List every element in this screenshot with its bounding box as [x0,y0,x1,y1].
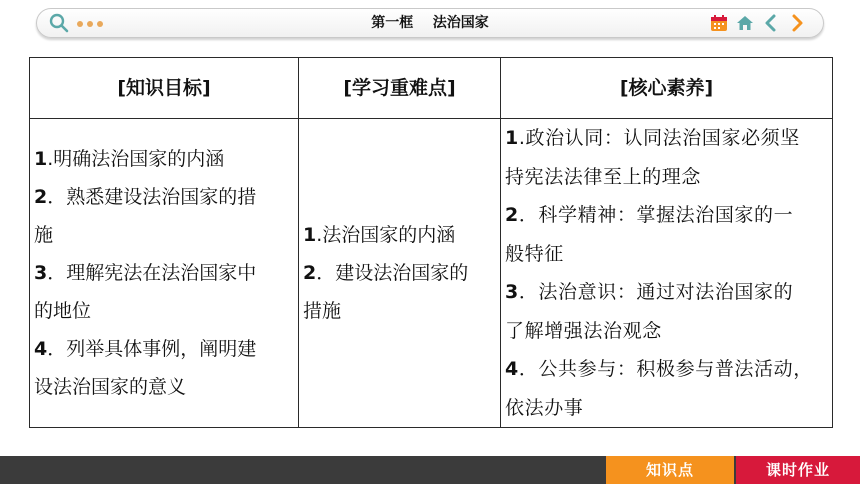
forward-arrow-icon[interactable] [787,13,807,33]
list-item-continued: 的地位 [34,300,92,322]
core-literacy-cell [501,119,833,428]
list-item-continued: 持宪法法律至上的理念 [505,165,702,188]
header-core-literacy: [核心素养] [501,58,833,119]
list-item-continued: 设法治国家的意义 [34,376,187,398]
list-item-continued: 措施 [303,300,342,322]
objectives-table [29,57,833,428]
list-item-continued: 了解增强法治观念 [505,319,662,342]
header-key-points: [学习重难点] [299,58,501,119]
knowledge-goals-cell [30,119,299,428]
list-item-continued: 施 [34,224,54,246]
bottom-nav-bar [0,456,860,484]
list-item: 3．理解宪法在法治国家中 [34,262,257,284]
list-item: 2．科学精神：掌握法治国家的一 [505,204,794,226]
page-title: 第一框 法治国家 [371,15,489,31]
back-arrow-icon[interactable] [761,13,781,33]
calendar-icon[interactable] [709,13,729,33]
list-item: 4．公共参与：积极参与普法活动， [505,358,813,380]
table-header-row [30,58,833,119]
header-knowledge-goals: [知识目标] [30,58,299,119]
top-nav-bar [36,8,824,38]
home-icon[interactable] [735,13,755,33]
table-row [30,119,833,428]
list-item: 3．法治意识：通过对法治国家的 [505,281,794,303]
knowledge-points-button[interactable]: 知识点 [606,456,734,484]
list-item: 1.明确法治国家的内涵 [34,148,225,170]
list-item: 1.政治认同：认同法治国家必须坚 [505,127,800,149]
list-item-continued: 般特征 [505,242,564,265]
list-item: 1.法治国家的内涵 [303,224,456,246]
list-item: 4．列举具体事例，阐明建 [34,338,257,360]
nav-icons [709,13,807,33]
key-points-cell [299,119,501,428]
list-item: 2．熟悉建设法治国家的措 [34,186,257,208]
list-item: 2．建设法治国家的 [303,262,469,284]
homework-button[interactable]: 课时作业 [736,456,860,484]
list-item-continued: 依法办事 [505,396,584,419]
